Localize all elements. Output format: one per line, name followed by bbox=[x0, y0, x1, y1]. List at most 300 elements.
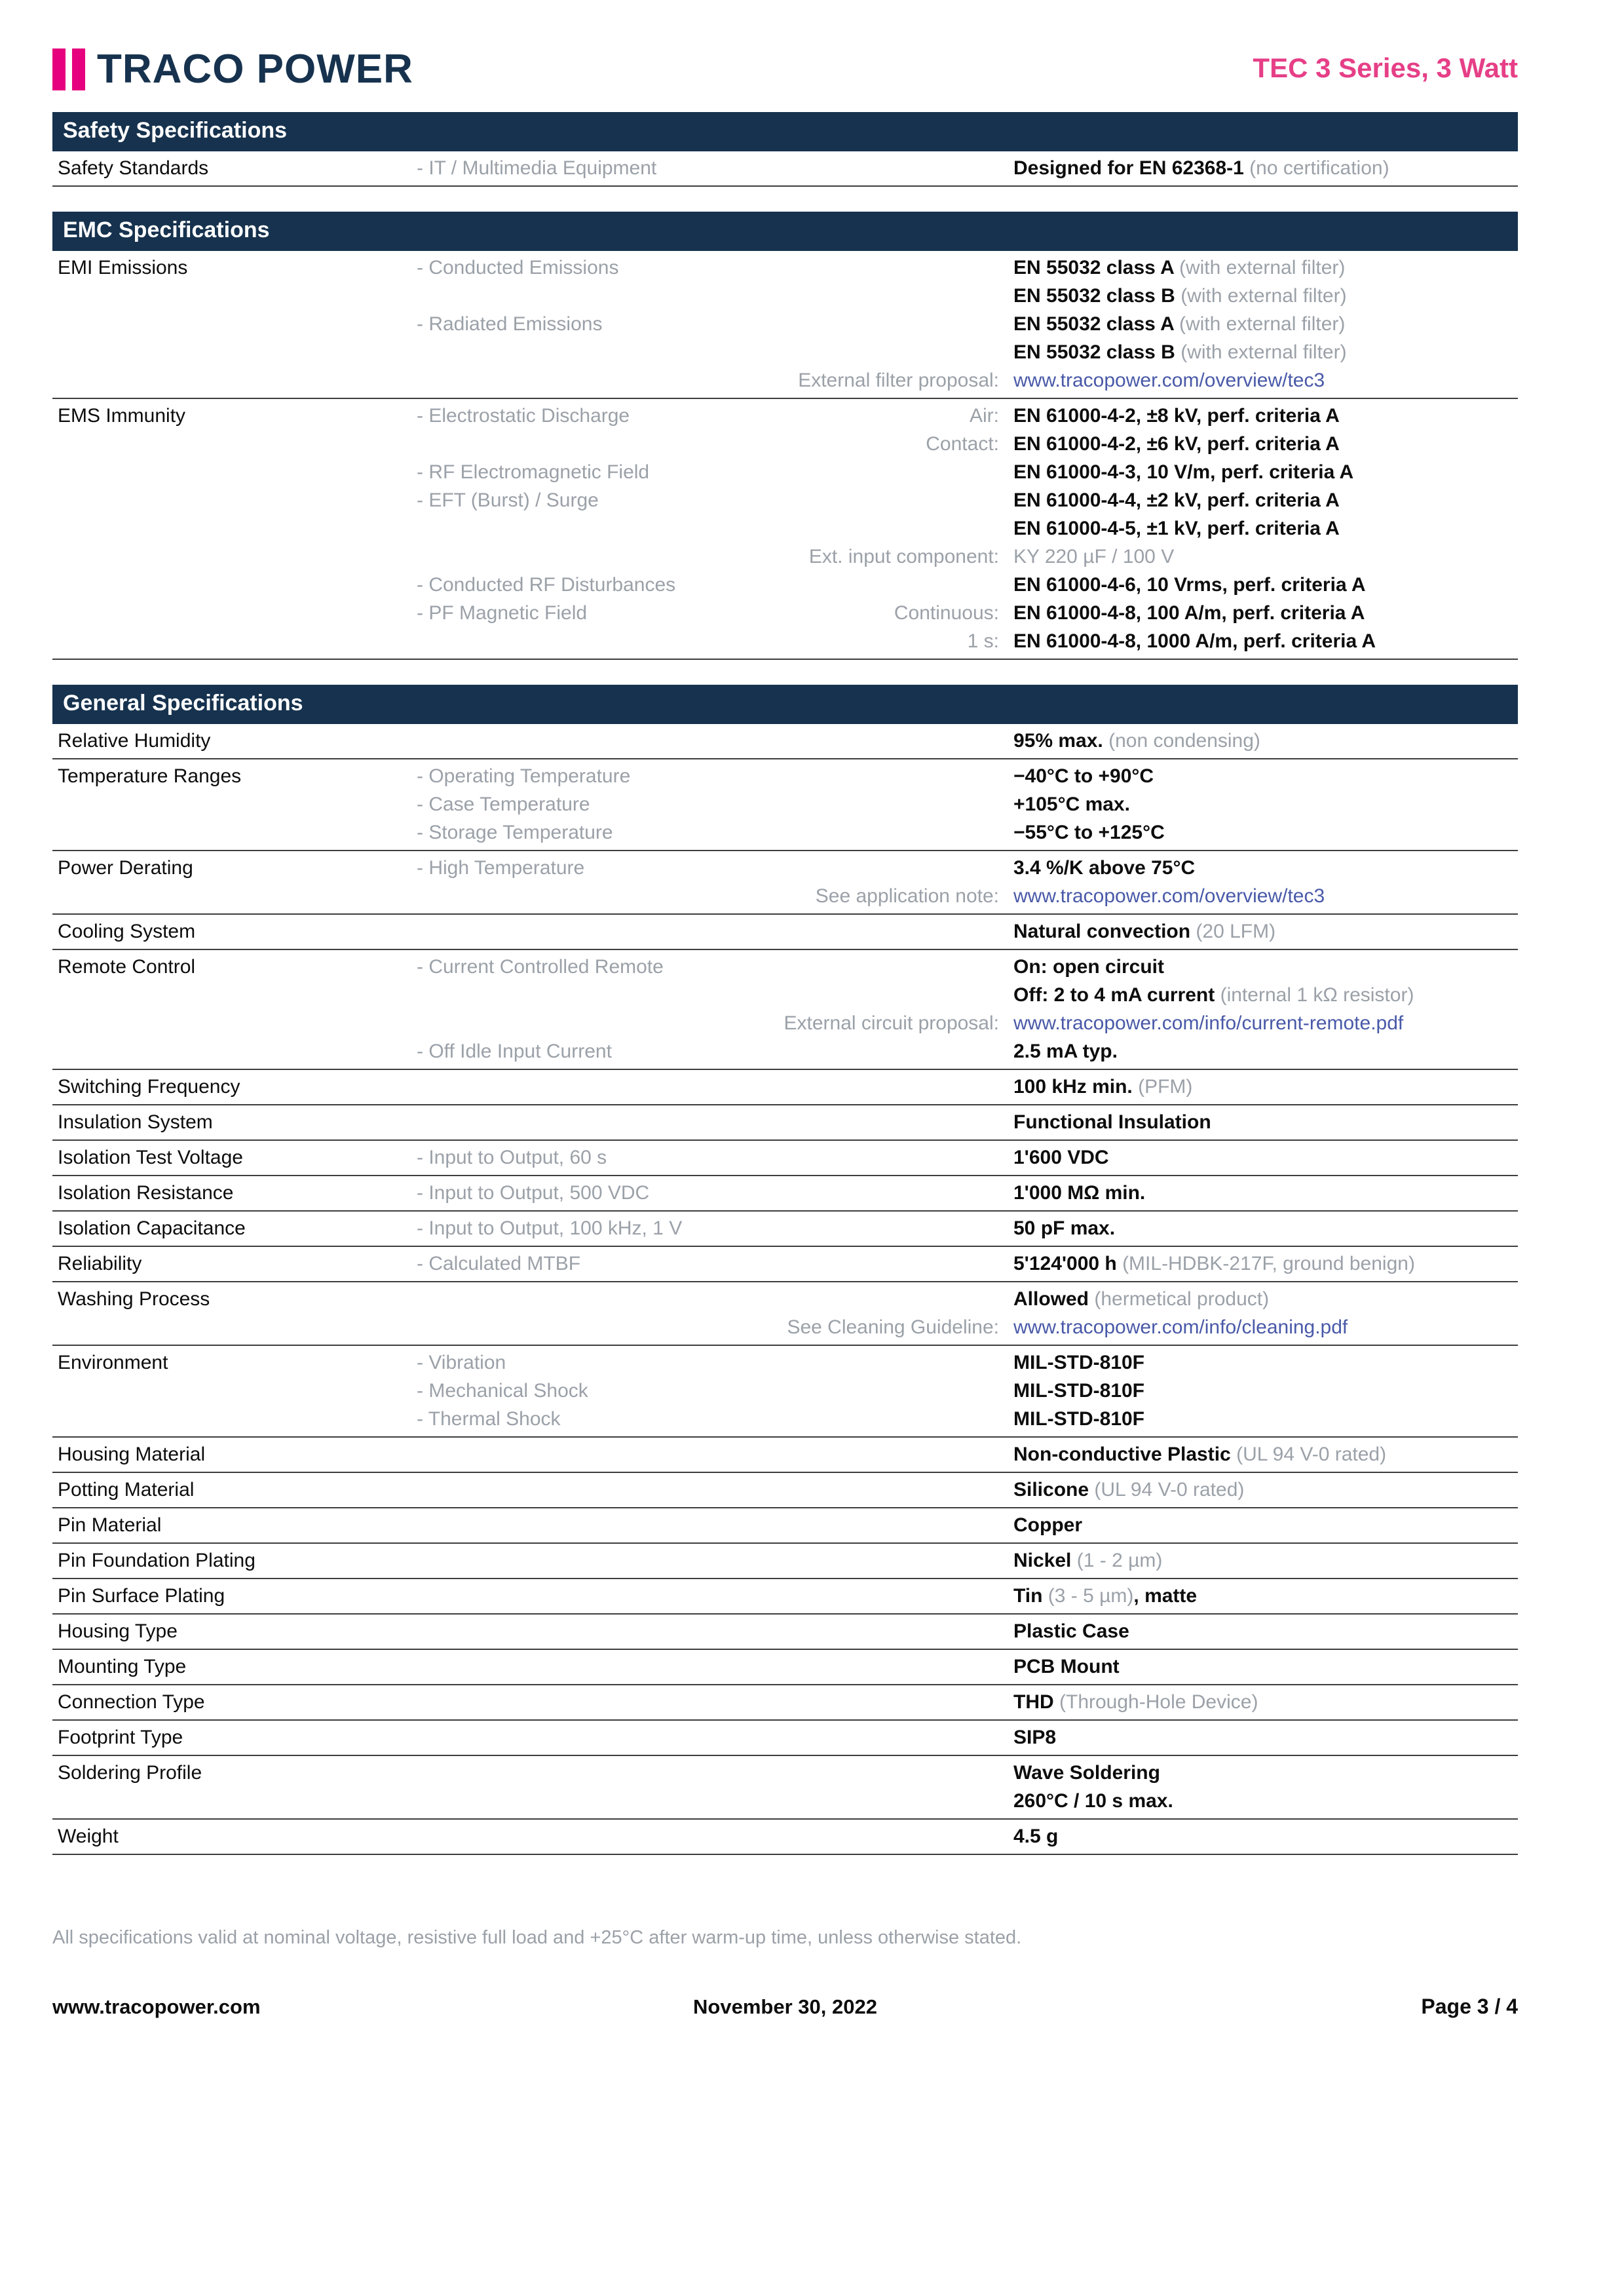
spec-row bbox=[52, 1141, 1518, 1176]
row-lines bbox=[417, 1759, 1518, 1815]
line-mid bbox=[417, 366, 1013, 394]
line-mid bbox=[417, 882, 1013, 910]
row-lines bbox=[417, 1688, 1518, 1716]
line-mid bbox=[417, 430, 1013, 458]
spec-value bbox=[1013, 254, 1518, 282]
value-segment: 50 pF max. bbox=[1013, 1217, 1116, 1239]
value-segment: 5'124'000 h bbox=[1013, 1253, 1123, 1274]
spec-note: See application note: bbox=[815, 885, 999, 907]
spec-note: External circuit proposal: bbox=[784, 1012, 999, 1034]
value-segment: Designed for EN 62368-1 bbox=[1013, 157, 1250, 179]
value-segment: , matte bbox=[1133, 1585, 1198, 1607]
row-label: Weight bbox=[58, 1826, 119, 1847]
spec-row bbox=[52, 1212, 1518, 1247]
spec-subitem: - Input to Output, 500 VDC bbox=[417, 1182, 650, 1204]
line-mid bbox=[417, 1313, 1013, 1341]
spec-line bbox=[417, 882, 1518, 910]
row-lines bbox=[417, 1073, 1518, 1101]
value-segment: Nickel bbox=[1013, 1550, 1077, 1571]
row-label: Power Derating bbox=[58, 857, 193, 879]
value-segment: EN 55032 class A bbox=[1013, 313, 1179, 335]
line-mid bbox=[417, 1546, 1013, 1575]
line-mid bbox=[417, 854, 1013, 882]
value-segment: Tin bbox=[1013, 1585, 1048, 1607]
spec-row bbox=[52, 1615, 1518, 1650]
line-mid bbox=[417, 486, 1013, 514]
row-lines bbox=[417, 1723, 1518, 1751]
line-mid bbox=[417, 1617, 1013, 1645]
row-lines bbox=[417, 1214, 1518, 1242]
spec-value bbox=[1013, 514, 1518, 543]
spec-subitem: - Input to Output, 100 kHz, 1 V bbox=[417, 1217, 683, 1239]
logo-bar-icon bbox=[52, 48, 66, 90]
row-lines bbox=[417, 1476, 1518, 1504]
traco-logo bbox=[52, 46, 413, 92]
section-title-bar: Safety Specifications bbox=[52, 112, 1518, 151]
value-segment: 260°C / 10 s max. bbox=[1013, 1790, 1173, 1812]
spec-subitem: - Conducted RF Disturbances bbox=[417, 574, 676, 596]
spec-subitem: - Radiated Emissions bbox=[417, 313, 603, 335]
spec-note: Air: bbox=[970, 405, 999, 427]
spec-value bbox=[1013, 818, 1518, 847]
row-label: Pin Foundation Plating bbox=[58, 1550, 255, 1571]
spec-line bbox=[417, 1037, 1518, 1065]
value-segment: (with external filter) bbox=[1179, 257, 1346, 278]
spec-value bbox=[1013, 1582, 1518, 1610]
spec-note: See Cleaning Guideline: bbox=[787, 1316, 999, 1338]
value-segment: (internal 1 kΩ resistor) bbox=[1220, 984, 1414, 1006]
spec-subitem: - Vibration bbox=[417, 1352, 506, 1373]
line-mid bbox=[417, 1285, 1013, 1313]
value-segment: EN 55032 class A bbox=[1013, 257, 1179, 278]
spec-row bbox=[52, 1544, 1518, 1579]
row-label: Washing Process bbox=[58, 1288, 210, 1310]
value-segment: (UL 94 V-0 rated) bbox=[1094, 1479, 1245, 1501]
value-segment: Wave Soldering bbox=[1013, 1762, 1160, 1784]
spec-line bbox=[417, 366, 1518, 394]
value-segment: PCB Mount bbox=[1013, 1656, 1120, 1677]
spec-subitem: - RF Electromagnetic Field bbox=[417, 461, 650, 483]
value-segment: MIL-STD-810F bbox=[1013, 1352, 1145, 1373]
specifications-footnote: All specifications valid at nominal voltage, resistive full load and +25°C after warm-up time, unless otherwise stated. bbox=[52, 1927, 1022, 1948]
spec-row bbox=[52, 1247, 1518, 1282]
spec-subitem: - Operating Temperature bbox=[417, 765, 631, 787]
spec-subitem: - Case Temperature bbox=[417, 794, 590, 815]
section-title-bar: EMC Specifications bbox=[52, 212, 1518, 251]
line-mid bbox=[417, 1723, 1013, 1751]
spec-value bbox=[1013, 458, 1518, 486]
value-segment: (Through-Hole Device) bbox=[1059, 1691, 1258, 1713]
spec-row bbox=[52, 724, 1518, 759]
spec-line bbox=[417, 818, 1518, 847]
spec-value bbox=[1013, 1617, 1518, 1645]
row-lines bbox=[417, 1546, 1518, 1575]
spec-line bbox=[417, 430, 1518, 458]
spec-row bbox=[52, 851, 1518, 915]
spec-value bbox=[1013, 338, 1518, 366]
value-segment: EN 61000-4-8, 100 A/m, perf. criteria A bbox=[1013, 602, 1365, 624]
spec-row bbox=[52, 1820, 1518, 1855]
value-segment: EN 61000-4-8, 1000 A/m, perf. criteria A bbox=[1013, 630, 1376, 652]
spec-value bbox=[1013, 543, 1518, 571]
row-lines bbox=[417, 953, 1518, 1065]
spec-subitem: - Input to Output, 60 s bbox=[417, 1147, 607, 1168]
value-segment: 3.4 %/K above 75°C bbox=[1013, 857, 1196, 879]
value-segment: EN 61000-4-6, 10 Vrms, perf. criteria A bbox=[1013, 574, 1366, 596]
spec-value bbox=[1013, 1787, 1518, 1815]
row-label: Temperature Ranges bbox=[58, 765, 242, 787]
line-mid bbox=[417, 1476, 1013, 1504]
spec-row bbox=[52, 1438, 1518, 1473]
spec-value bbox=[1013, 953, 1518, 981]
spec-line bbox=[417, 1009, 1518, 1037]
spec-value bbox=[1013, 1440, 1518, 1468]
spec-value bbox=[1013, 627, 1518, 655]
footer-website: www.tracopower.com bbox=[52, 1995, 261, 2018]
spec-subitem: - Thermal Shock bbox=[417, 1408, 561, 1430]
row-lines bbox=[417, 1822, 1518, 1850]
value-segment: 1'600 VDC bbox=[1013, 1147, 1109, 1168]
row-lines bbox=[417, 762, 1518, 847]
row-label: Footprint Type bbox=[58, 1727, 183, 1748]
value-segment: −55°C to +125°C bbox=[1013, 822, 1165, 843]
line-mid bbox=[417, 1688, 1013, 1716]
line-mid bbox=[417, 1582, 1013, 1610]
value-segment: (with external filter) bbox=[1180, 285, 1347, 307]
line-mid bbox=[417, 1009, 1013, 1037]
spec-value bbox=[1013, 571, 1518, 599]
value-segment: Non-conductive Plastic bbox=[1013, 1444, 1237, 1465]
spec-value bbox=[1013, 310, 1518, 338]
value-segment: (PFM) bbox=[1138, 1076, 1193, 1098]
line-mid bbox=[417, 154, 1013, 182]
spec-value bbox=[1013, 486, 1518, 514]
value-segment: Functional Insulation bbox=[1013, 1111, 1211, 1133]
spec-line bbox=[417, 1405, 1518, 1433]
line-mid bbox=[417, 1037, 1013, 1065]
value-segment: (UL 94 V-0 rated) bbox=[1236, 1444, 1387, 1465]
spec-value bbox=[1013, 882, 1518, 910]
spec-line bbox=[417, 1108, 1518, 1136]
value-segment: (no certification) bbox=[1249, 157, 1389, 179]
spec-line bbox=[417, 310, 1518, 338]
line-mid bbox=[417, 1653, 1013, 1681]
row-label: EMI Emissions bbox=[58, 257, 188, 278]
spec-line bbox=[417, 1377, 1518, 1405]
row-lines bbox=[417, 402, 1518, 655]
spec-line bbox=[417, 1313, 1518, 1341]
spec-section bbox=[52, 112, 1518, 187]
value-segment: Copper bbox=[1013, 1514, 1082, 1536]
series-title: TEC 3 Series, 3 Watt bbox=[1253, 52, 1518, 83]
spec-row bbox=[52, 1508, 1518, 1544]
row-lines bbox=[417, 1582, 1518, 1610]
spec-row bbox=[52, 399, 1518, 660]
line-mid bbox=[417, 514, 1013, 543]
spec-value bbox=[1013, 1313, 1518, 1341]
row-lines bbox=[417, 1511, 1518, 1539]
spec-subitem: - Calculated MTBF bbox=[417, 1253, 581, 1274]
row-label: Remote Control bbox=[58, 956, 196, 978]
spec-row bbox=[52, 1579, 1518, 1615]
spec-subitem: - High Temperature bbox=[417, 857, 585, 879]
spec-value bbox=[1013, 1349, 1518, 1377]
value-segment: (hermetical product) bbox=[1094, 1288, 1270, 1310]
spec-row bbox=[52, 915, 1518, 950]
row-label: Pin Surface Plating bbox=[58, 1585, 225, 1607]
spec-line bbox=[417, 571, 1518, 599]
spec-row bbox=[52, 1176, 1518, 1212]
value-segment: EN 61000-4-4, ±2 kV, perf. criteria A bbox=[1013, 489, 1340, 511]
spec-line bbox=[417, 1546, 1518, 1575]
row-lines bbox=[417, 1143, 1518, 1172]
value-segment: (20 LFM) bbox=[1196, 921, 1276, 942]
spec-value bbox=[1013, 1108, 1518, 1136]
spec-row bbox=[52, 1650, 1518, 1685]
row-label: Potting Material bbox=[58, 1479, 195, 1501]
line-mid bbox=[417, 790, 1013, 818]
spec-value bbox=[1013, 1476, 1518, 1504]
spec-line bbox=[417, 1617, 1518, 1645]
row-label: Connection Type bbox=[58, 1691, 205, 1713]
page-header bbox=[52, 46, 1518, 92]
line-mid bbox=[417, 917, 1013, 946]
spec-value bbox=[1013, 1285, 1518, 1313]
value-segment: EN 61000-4-5, ±1 kV, perf. criteria A bbox=[1013, 518, 1340, 539]
spec-note: External filter proposal: bbox=[798, 370, 999, 391]
value-segment: On: open circuit bbox=[1013, 956, 1165, 978]
spec-note: Ext. input component: bbox=[808, 546, 999, 567]
spec-value bbox=[1013, 762, 1518, 790]
spec-line bbox=[417, 1440, 1518, 1468]
line-mid bbox=[417, 1214, 1013, 1242]
sections bbox=[52, 112, 1518, 1855]
row-lines bbox=[417, 1108, 1518, 1136]
spec-line bbox=[417, 917, 1518, 946]
spec-note: Continuous: bbox=[894, 602, 999, 624]
spec-line bbox=[417, 854, 1518, 882]
spec-row bbox=[52, 1282, 1518, 1346]
spec-line bbox=[417, 1582, 1518, 1610]
spec-value bbox=[1013, 430, 1518, 458]
spec-line bbox=[417, 981, 1518, 1009]
line-mid bbox=[417, 458, 1013, 486]
row-label: Isolation Capacitance bbox=[58, 1217, 246, 1239]
spec-link[interactable]: www.tracopower.com/overview/tec3 bbox=[1013, 885, 1325, 907]
spec-value bbox=[1013, 1822, 1518, 1850]
spec-line bbox=[417, 1214, 1518, 1242]
spec-line bbox=[417, 254, 1518, 282]
traco-logo-icon bbox=[52, 48, 85, 90]
row-label: Pin Material bbox=[58, 1514, 162, 1536]
value-segment: (with external filter) bbox=[1179, 313, 1346, 335]
spec-value bbox=[1013, 1179, 1518, 1207]
spec-subitem: - Off Idle Input Current bbox=[417, 1041, 612, 1062]
spec-value bbox=[1013, 917, 1518, 946]
spec-line bbox=[417, 790, 1518, 818]
spec-value bbox=[1013, 1653, 1518, 1681]
value-segment: (non condensing) bbox=[1108, 730, 1260, 752]
row-label: Cooling System bbox=[58, 921, 196, 942]
value-segment: Off: 2 to 4 mA current bbox=[1013, 984, 1220, 1006]
spec-link[interactable]: www.tracopower.com/info/current-remote.pdf bbox=[1013, 1012, 1404, 1034]
spec-value bbox=[1013, 1723, 1518, 1751]
spec-line bbox=[417, 953, 1518, 981]
spec-value bbox=[1013, 1405, 1518, 1433]
row-lines bbox=[417, 1440, 1518, 1468]
spec-subitem: - Mechanical Shock bbox=[417, 1380, 588, 1402]
spec-value bbox=[1013, 790, 1518, 818]
spec-value bbox=[1013, 1073, 1518, 1101]
spec-row bbox=[52, 1070, 1518, 1105]
spec-row bbox=[52, 1721, 1518, 1756]
value-segment: 1'000 MΩ min. bbox=[1013, 1182, 1146, 1204]
spec-value bbox=[1013, 727, 1518, 755]
spec-line bbox=[417, 486, 1518, 514]
logo-bar-icon bbox=[72, 48, 85, 90]
line-mid bbox=[417, 1143, 1013, 1172]
spec-subitem: - PF Magnetic Field bbox=[417, 602, 588, 624]
spec-row bbox=[52, 1685, 1518, 1721]
value-segment: (MIL-HDBK-217F, ground benign) bbox=[1122, 1253, 1415, 1274]
row-label: Isolation Test Voltage bbox=[58, 1147, 243, 1168]
row-label: Housing Material bbox=[58, 1444, 206, 1465]
row-lines bbox=[417, 917, 1518, 946]
spec-line bbox=[417, 282, 1518, 310]
spec-line bbox=[417, 1822, 1518, 1850]
line-mid bbox=[417, 543, 1013, 571]
row-lines bbox=[417, 727, 1518, 755]
spec-row bbox=[52, 1346, 1518, 1438]
spec-value bbox=[1013, 1009, 1518, 1037]
row-label: Isolation Resistance bbox=[58, 1182, 234, 1204]
section-title-bar: General Specifications bbox=[52, 685, 1518, 724]
row-label: Relative Humidity bbox=[58, 730, 211, 752]
spec-value bbox=[1013, 1759, 1518, 1787]
value-segment: (1 - 2 µm) bbox=[1076, 1550, 1163, 1571]
spec-line bbox=[417, 1759, 1518, 1787]
line-mid bbox=[417, 953, 1013, 981]
spec-note: 1 s: bbox=[967, 630, 999, 652]
spec-line bbox=[417, 402, 1518, 430]
spec-value bbox=[1013, 1214, 1518, 1242]
line-mid bbox=[417, 727, 1013, 755]
spec-row bbox=[52, 950, 1518, 1070]
row-lines bbox=[417, 1179, 1518, 1207]
value-segment: Allowed bbox=[1013, 1288, 1095, 1310]
line-mid bbox=[417, 762, 1013, 790]
line-mid bbox=[417, 627, 1013, 655]
row-label: Soldering Profile bbox=[58, 1762, 202, 1784]
spec-value bbox=[1013, 366, 1518, 394]
spec-link[interactable]: www.tracopower.com/overview/tec3 bbox=[1013, 370, 1325, 391]
row-lines bbox=[417, 1250, 1518, 1278]
line-mid bbox=[417, 1511, 1013, 1539]
value-segment: MIL-STD-810F bbox=[1013, 1408, 1145, 1430]
spec-line bbox=[417, 543, 1518, 571]
line-mid bbox=[417, 981, 1013, 1009]
row-label: EMS Immunity bbox=[58, 405, 186, 427]
spec-subitem: - IT / Multimedia Equipment bbox=[417, 157, 657, 179]
value-segment: EN 61000-4-2, ±6 kV, perf. criteria A bbox=[1013, 433, 1340, 455]
spec-line bbox=[417, 1349, 1518, 1377]
spec-row bbox=[52, 151, 1518, 187]
spec-line bbox=[417, 1653, 1518, 1681]
spec-link[interactable]: www.tracopower.com/info/cleaning.pdf bbox=[1013, 1316, 1348, 1338]
spec-row bbox=[52, 1756, 1518, 1820]
spec-line bbox=[417, 1511, 1518, 1539]
spec-value bbox=[1013, 1546, 1518, 1575]
spec-section bbox=[52, 212, 1518, 660]
value-segment: Plastic Case bbox=[1013, 1620, 1129, 1642]
value-segment: 100 kHz min. bbox=[1013, 1076, 1139, 1098]
spec-value bbox=[1013, 981, 1518, 1009]
spec-line bbox=[417, 1688, 1518, 1716]
spec-line bbox=[417, 627, 1518, 655]
spec-line bbox=[417, 338, 1518, 366]
spec-value bbox=[1013, 1143, 1518, 1172]
row-label: Environment bbox=[58, 1352, 168, 1373]
row-lines bbox=[417, 154, 1518, 182]
row-label: Housing Type bbox=[58, 1620, 178, 1642]
spec-line bbox=[417, 1723, 1518, 1751]
spec-line bbox=[417, 727, 1518, 755]
spec-line bbox=[417, 1143, 1518, 1172]
row-label: Mounting Type bbox=[58, 1656, 187, 1677]
spec-line bbox=[417, 1285, 1518, 1313]
spec-line bbox=[417, 1179, 1518, 1207]
spec-value bbox=[1013, 1377, 1518, 1405]
spec-subitem: - EFT (Burst) / Surge bbox=[417, 489, 599, 511]
spec-value bbox=[1013, 402, 1518, 430]
spec-subitem: - Current Controlled Remote bbox=[417, 956, 664, 978]
value-segment: SIP8 bbox=[1013, 1727, 1057, 1748]
value-segment: EN 55032 class B bbox=[1013, 285, 1181, 307]
value-segment: (3 - 5 µm) bbox=[1048, 1585, 1134, 1607]
line-mid bbox=[417, 310, 1013, 338]
value-segment: 4.5 g bbox=[1013, 1826, 1059, 1847]
spec-line bbox=[417, 1787, 1518, 1815]
spec-value bbox=[1013, 854, 1518, 882]
spec-line bbox=[417, 154, 1518, 182]
value-segment: +105°C max. bbox=[1013, 794, 1130, 815]
spec-line bbox=[417, 458, 1518, 486]
line-mid bbox=[417, 1108, 1013, 1136]
line-mid bbox=[417, 1759, 1013, 1787]
line-mid bbox=[417, 1073, 1013, 1101]
value-segment: (with external filter) bbox=[1180, 341, 1347, 363]
spec-line bbox=[417, 599, 1518, 627]
row-lines bbox=[417, 1653, 1518, 1681]
value-segment: 95% max. bbox=[1013, 730, 1109, 752]
footer-date: November 30, 2022 bbox=[693, 1995, 877, 2018]
line-mid bbox=[417, 1349, 1013, 1377]
value-segment: KY 220 µF / 100 V bbox=[1013, 546, 1175, 567]
line-mid bbox=[417, 282, 1013, 310]
spec-value bbox=[1013, 1250, 1518, 1278]
spec-subitem: - Electrostatic Discharge bbox=[417, 405, 630, 427]
spec-line bbox=[417, 514, 1518, 543]
spec-row bbox=[52, 759, 1518, 851]
spec-value bbox=[1013, 1688, 1518, 1716]
spec-value bbox=[1013, 1037, 1518, 1065]
line-mid bbox=[417, 338, 1013, 366]
spec-value bbox=[1013, 599, 1518, 627]
spec-line bbox=[417, 762, 1518, 790]
value-segment: Silicone bbox=[1013, 1479, 1095, 1501]
value-segment: −40°C to +90°C bbox=[1013, 765, 1154, 787]
row-label: Reliability bbox=[58, 1253, 142, 1274]
